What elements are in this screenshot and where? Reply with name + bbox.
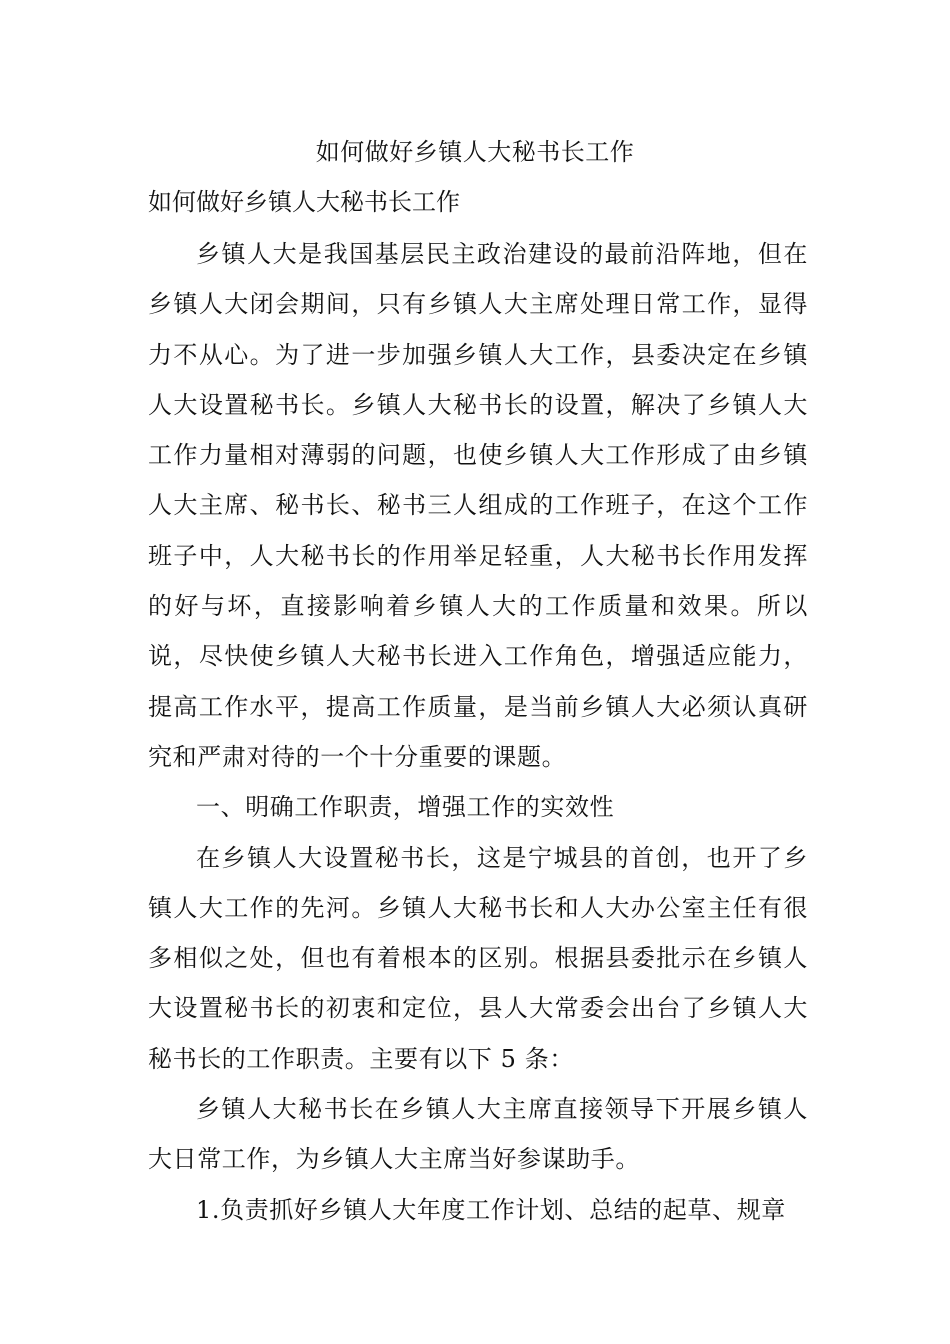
duty-item-1: 1.负责抓好乡镇人大年度工作计划、总结的起草、规章 <box>196 1195 786 1224</box>
document-body <box>148 229 808 1235</box>
document-title: 如何做好乡镇人大秘书长工作 <box>315 138 635 166</box>
duty-intro-paragraph: 乡镇人大秘书长在乡镇人大主席直接领导下开展乡镇人大日常工作，为乡镇人大主席当好参谋助手。 <box>148 1095 808 1174</box>
section-paragraph: 在乡镇人大设置秘书长，这是宁城县的首创，也开了乡镇人大工作的先河。乡镇人大秘书长和人大办公室主任有很多相似之处，但也有着根本的区别。根据县委批示在乡镇人大设置秘书长的初衷和定位，县人大常委会出台了乡镇人大秘书长的工作职责。主要有以下 5 条： <box>148 843 808 1073</box>
section-heading: 一、明确工作职责，增强工作的实效性 <box>196 793 615 822</box>
intro-paragraph: 乡镇人大是我国基层民主政治建设的最前沿阵地，但在乡镇人大闭会期间，只有乡镇人大主席处理日常工作，显得力不从心。为了进一步加强乡镇人大工作，县委决定在乡镇人大设置秘书长。乡镇人大秘书长的设置，解决了乡镇人大工作力量相对薄弱的问题，也使乡镇人大工作形成了由乡镇人大主席、秘书长、秘书三人组成的工作班子，在这个工作班子中，人大秘书长的作用举足轻重，人大秘书长作用发挥的好与坏，直接影响着乡镇人大的工作质量和效果。所以说，尽快使乡镇人大秘书长进入工作角色，增强适应能力，提高工作水平，提高工作质量，是当前乡镇人大必须认真研究和严肃对待的一个十分重要的课题。 <box>148 240 808 771</box>
document-subtitle: 如何做好乡镇人大秘书长工作 <box>148 188 460 216</box>
